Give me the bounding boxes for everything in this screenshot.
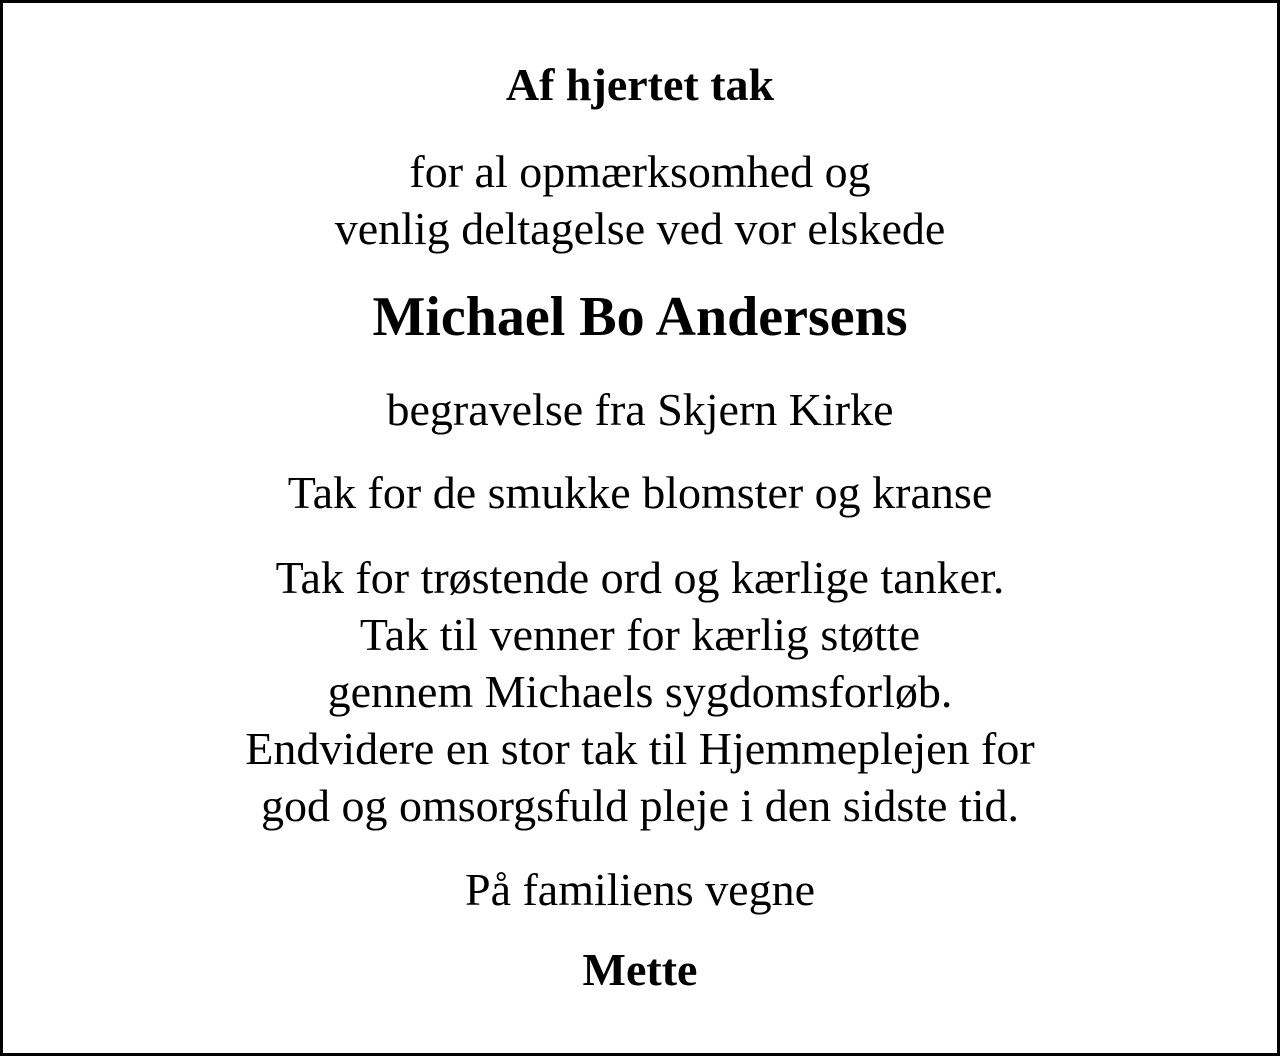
intro-line-2: venlig deltagelse ved vor elskede (334, 203, 946, 254)
notice-heading: Af hjertet tak (505, 59, 775, 110)
flowers-line: Tak for de smukke blomster og kranse (287, 467, 993, 518)
thanks-line-4: Endvidere en stor tak til Hjemmeplejen for (245, 723, 1035, 774)
deceased-name: Michael Bo Andersens (372, 286, 908, 348)
thanks-line-3: gennem Michaels sygdomsforløb. (327, 666, 953, 717)
thanks-line-1: Tak for trøstende ord og kærlige tanker. (275, 552, 1005, 603)
closing-line: På familiens vegne (464, 864, 815, 915)
funeral-line: begravelse fra Skjern Kirke (386, 384, 894, 435)
thanks-line-5: god og omsorgsfuld pleje i den sidste tid. (260, 780, 1020, 831)
intro-line-1: for al opmærksomhed og (409, 146, 871, 197)
thanks-line-2: Tak til venner for kærlig støtte (359, 609, 921, 660)
signature: Mette (582, 944, 698, 995)
